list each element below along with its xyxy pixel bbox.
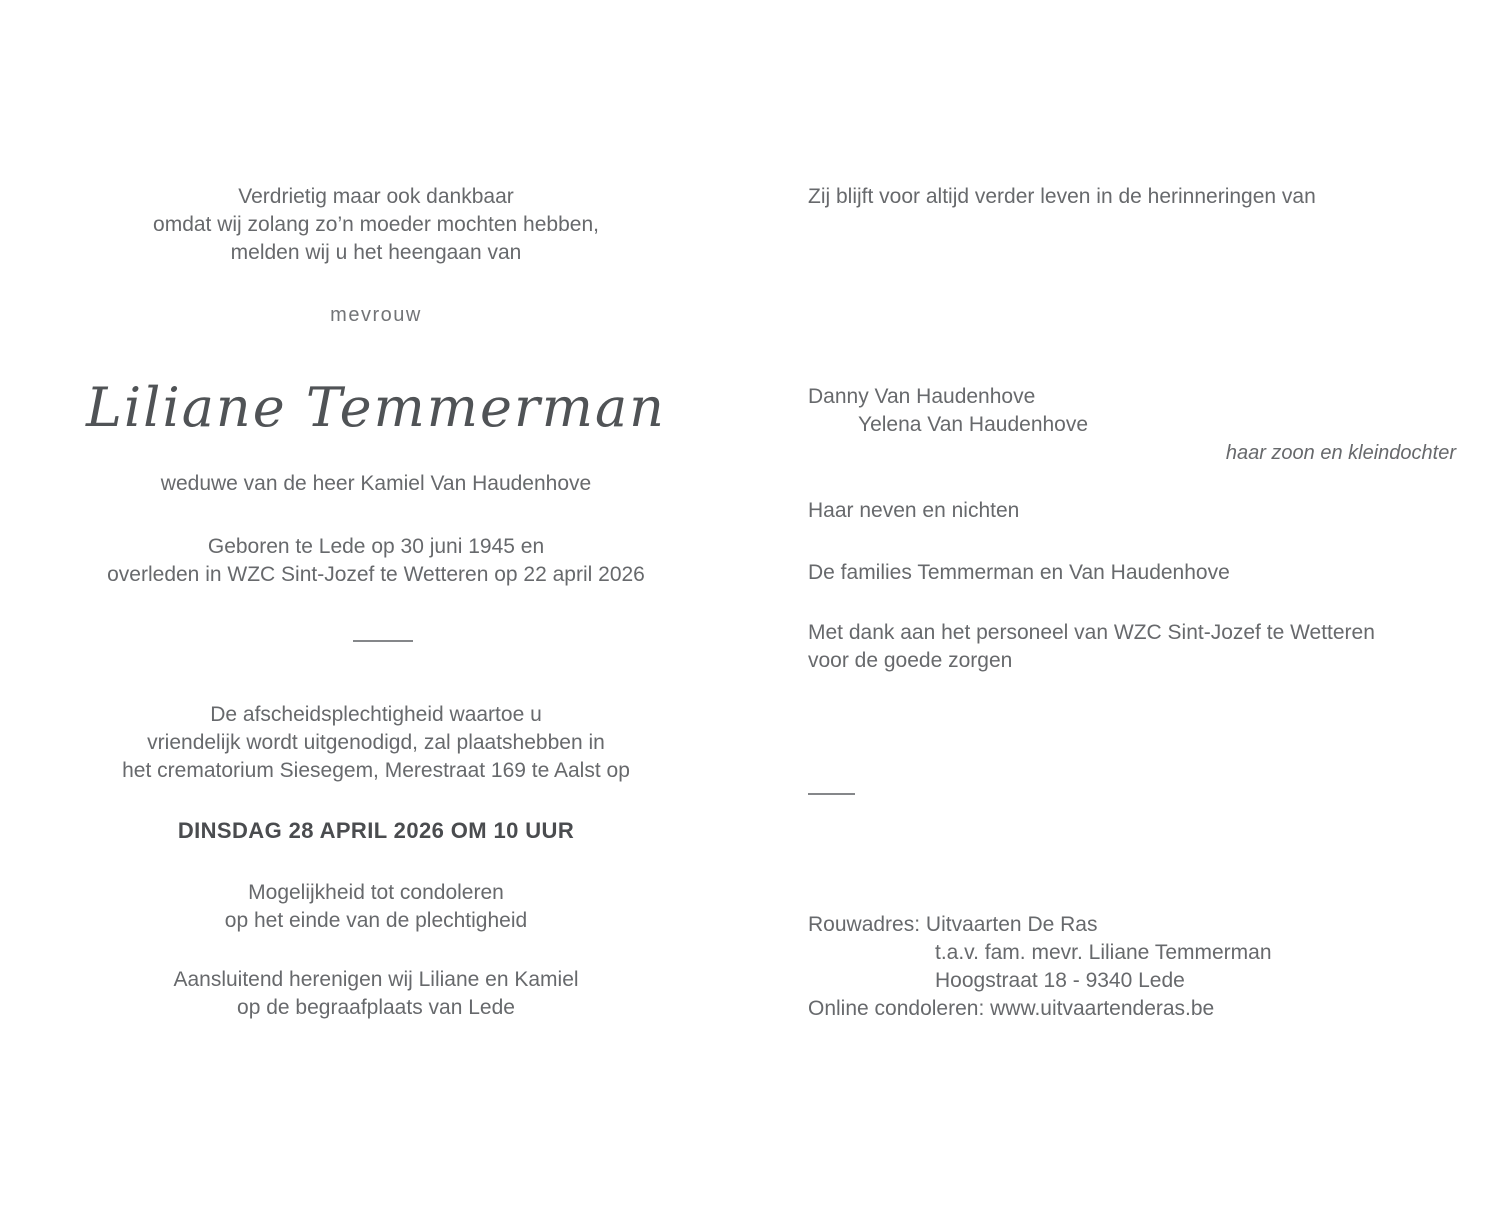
birth-death-text (36, 533, 716, 589)
card-left-page (36, 0, 716, 1214)
section-divider (353, 640, 413, 642)
salutation: mevrouw (330, 304, 422, 326)
mourning-address-street: Hoogstraat 18 - 9340 Lede (935, 969, 1185, 992)
condolence-text (36, 879, 716, 935)
reunion-line: op de begraafplaats van Lede (237, 996, 515, 1019)
nieces-line: Haar neven en nichten (808, 499, 1020, 522)
ceremony-line: het crematorium Siesegem, Merestraat 169 te Aalst op (122, 759, 630, 782)
memory-line: Zij blijft voor altijd verder leven in de herinneringen van (808, 185, 1316, 208)
widow-line: weduwe van de heer Kamiel Van Haudenhove (160, 472, 592, 495)
mourning-address-line (808, 911, 1456, 939)
reunion-text (36, 966, 716, 1022)
thanks-line: voor de goede zorgen (808, 649, 1013, 672)
relative-name: Danny Van Haudenhove (808, 385, 1036, 408)
reunion-line: Aansluitend herenigen wij Liliane en Kamiel (173, 968, 579, 991)
condolence-line: op het einde van de plechtigheid (224, 909, 528, 932)
mourning-address-attn: t.a.v. fam. mevr. Liliane Temmerman (935, 941, 1272, 964)
death-line: overleden in WZC Sint-Jozef te Wetteren op 22 april 2026 (107, 563, 645, 586)
section-divider (808, 793, 855, 795)
deceased-name: Liliane Temmerman (86, 376, 666, 439)
intro-line: Verdrietig maar ook dankbaar (238, 185, 514, 208)
intro-text (36, 183, 716, 267)
mourning-address-block (808, 911, 1456, 1023)
condolence-line: Mogelijkheid tot condoleren (248, 881, 504, 904)
intro-line: melden wij u het heengaan van (230, 241, 522, 264)
mourning-address-label: Rouwadres: (808, 913, 921, 936)
ceremony-line: vriendelijk wordt uitgenodigd, zal plaatshebben in (147, 731, 605, 754)
thanks-text (808, 619, 1456, 675)
birth-line: Geboren te Lede op 30 juni 1945 en (207, 535, 545, 558)
relatives-caption: haar zoon en kleindochter (1225, 442, 1456, 464)
online-condolence-line: Online condoleren: www.uitvaartenderas.be (808, 997, 1215, 1020)
thanks-line: Met dank aan het personeel van WZC Sint-Jozef te Wetteren (808, 621, 1375, 644)
mourning-address-name: Uitvaarten De Ras (925, 913, 1098, 936)
families-line: De families Temmerman en Van Haudenhove (808, 561, 1230, 584)
ceremony-text (36, 701, 716, 785)
card-right-page (808, 0, 1456, 1214)
relative-name: Yelena Van Haudenhove (858, 413, 1089, 436)
ceremony-line: De afscheidsplechtigheid waartoe u (210, 703, 542, 726)
ceremony-datetime: DINSDAG 28 APRIL 2026 OM 10 UUR (177, 818, 575, 843)
relatives-list (808, 383, 1456, 439)
intro-line: omdat wij zolang zo’n moeder mochten hebben, (153, 213, 599, 236)
